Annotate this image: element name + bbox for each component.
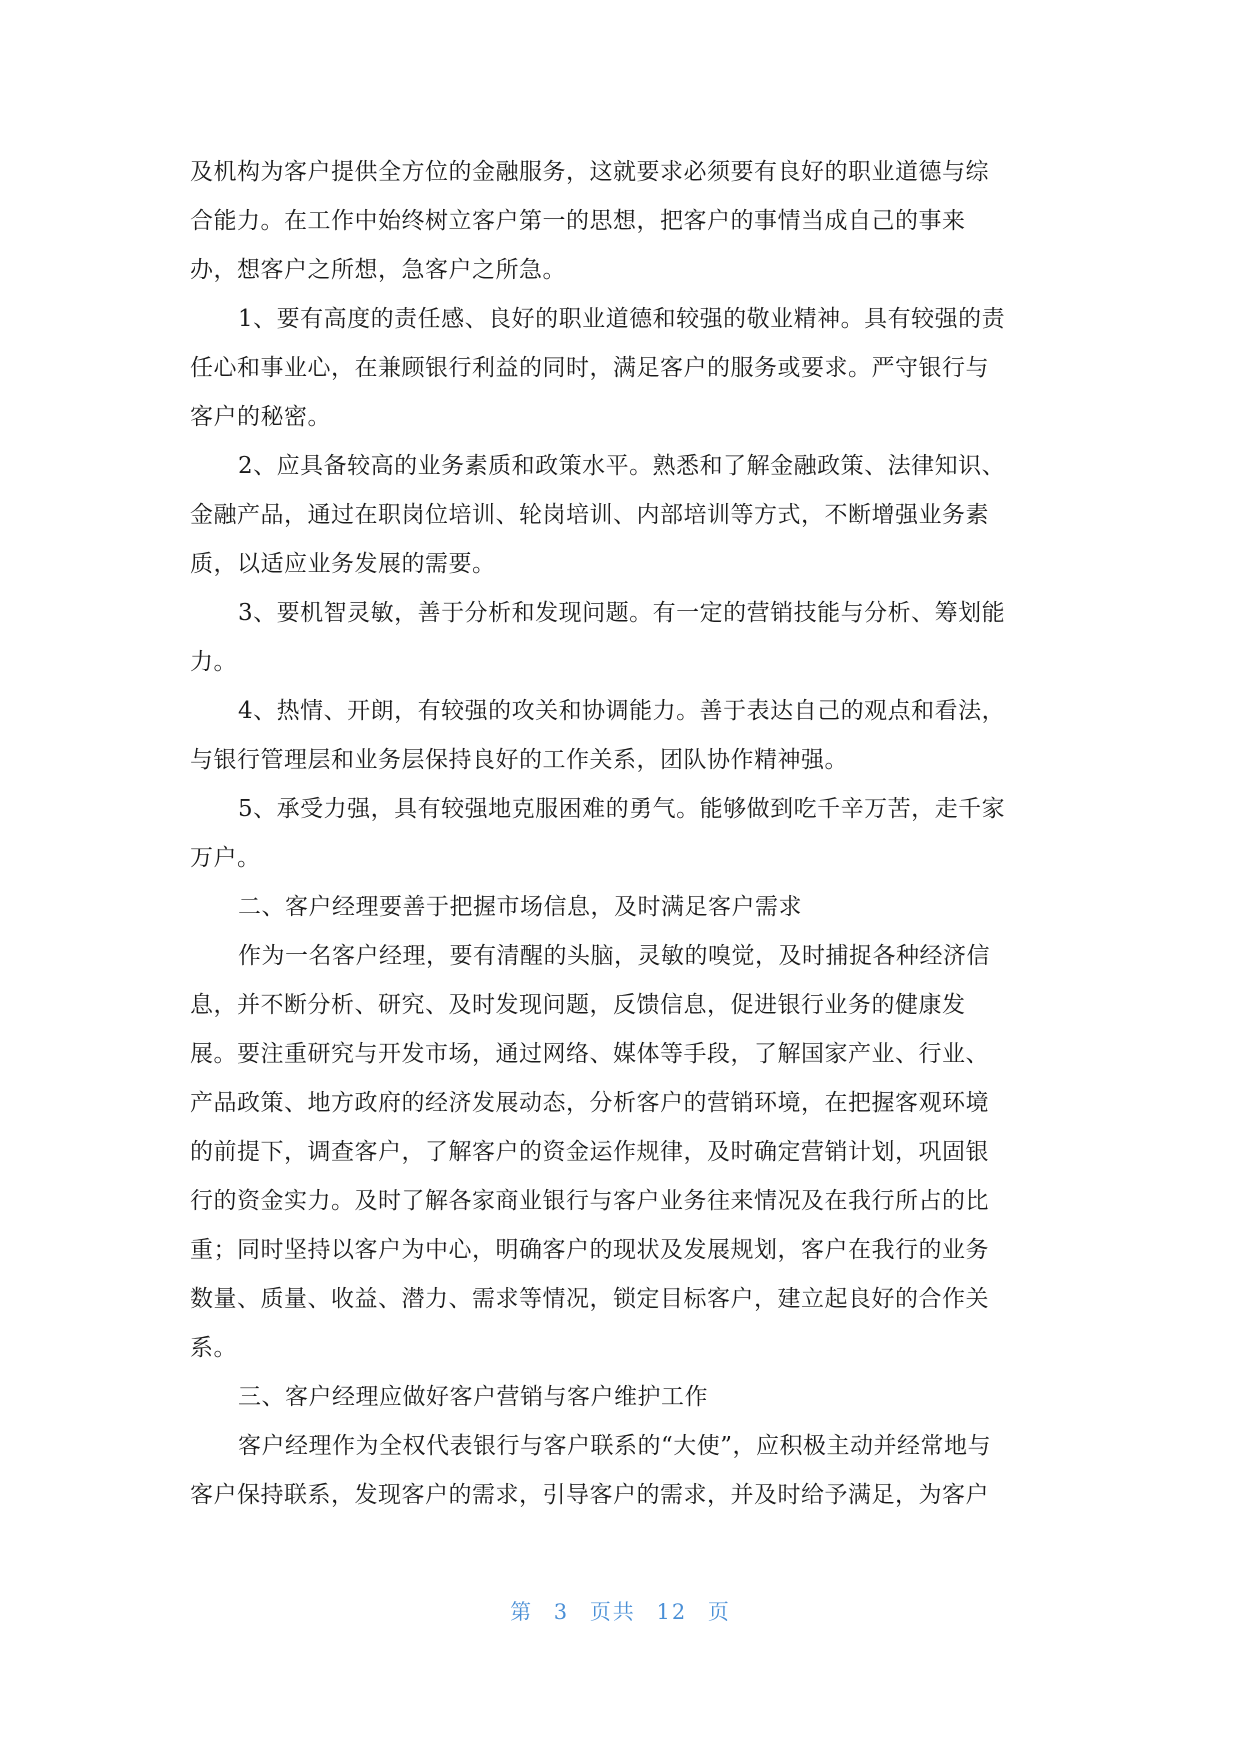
text-line: 1、要有高度的责任感、良好的职业道德和较强的敬业精神。具有较强的责 <box>238 306 1006 332</box>
current-page-number: 3 <box>553 1600 570 1624</box>
footer-middle: 页共 <box>589 1600 636 1624</box>
text-line: 4、热情、开朗，有较强的攻关和协调能力。善于表达自己的观点和看法， <box>238 698 1006 724</box>
text-line: 与银行管理层和业务层保持良好的工作关系，团队协作精神强。 <box>190 747 848 773</box>
text-line: 系。 <box>190 1335 237 1361</box>
page-footer <box>0 1596 1241 1626</box>
text-line: 任心和事业心，在兼顾银行利益的同时，满足客户的服务或要求。严守银行与 <box>190 355 989 381</box>
footer-prefix: 第 <box>510 1600 534 1624</box>
section-heading: 二、客户经理要善于把握市场信息，及时满足客户需求 <box>238 894 802 920</box>
text-line: 质，以适应业务发展的需要。 <box>190 551 496 577</box>
text-line: 息，并不断分析、研究、及时发现问题，反馈信息，促进银行业务的健康发 <box>190 992 966 1018</box>
document-body <box>190 148 1060 1520</box>
text-line: 5、承受力强，具有较强地克服困难的勇气。能够做到吃千辛万苦，走千家 <box>238 796 1006 822</box>
text-line: 重；同时坚持以客户为中心，明确客户的现状及发展规划，客户在我行的业务 <box>190 1237 989 1263</box>
text-line: 及机构为客户提供全方位的金融服务，这就要求必须要有良好的职业道德与综 <box>190 159 989 185</box>
text-line: 的前提下，调查客户，了解客户的资金运作规律，及时确定营销计划，巩固银 <box>190 1139 989 1165</box>
text-line: 客户保持联系，发现客户的需求，引导客户的需求，并及时给予满足，为客户 <box>190 1482 989 1508</box>
total-pages-number: 12 <box>656 1600 688 1624</box>
text-line: 金融产品，通过在职岗位培训、轮岗培训、内部培训等方式，不断增强业务素 <box>190 502 989 528</box>
text-line: 行的资金实力。及时了解各家商业银行与客户业务往来情况及在我行所占的比 <box>190 1188 989 1214</box>
text-line: 3、要机智灵敏，善于分析和发现问题。有一定的营销技能与分析、筹划能 <box>238 600 1006 626</box>
text-line: 万户。 <box>190 845 261 871</box>
text-line: 2、应具备较高的业务素质和政策水平。熟悉和了解金融政策、法律知识、 <box>238 453 1006 479</box>
text-line: 展。要注重研究与开发市场，通过网络、媒体等手段，了解国家产业、行业、 <box>190 1041 989 1067</box>
text-line: 办，想客户之所想，急客户之所急。 <box>190 257 566 283</box>
text-line: 合能力。在工作中始终树立客户第一的思想，把客户的事情当成自己的事来 <box>190 208 966 234</box>
footer-suffix: 页 <box>707 1600 731 1624</box>
text-line: 产品政策、地方政府的经济发展动态，分析客户的营销环境，在把握客观环境 <box>190 1090 989 1116</box>
text-line: 数量、质量、收益、潜力、需求等情况，锁定目标客户，建立起良好的合作关 <box>190 1286 989 1312</box>
text-line: 力。 <box>190 649 237 675</box>
section-heading: 三、客户经理应做好客户营销与客户维护工作 <box>238 1384 708 1410</box>
text-line: 客户经理作为全权代表银行与客户联系的“大使”，应积极主动并经常地与 <box>238 1433 992 1459</box>
text-line: 作为一名客户经理，要有清醒的头脑，灵敏的嗅觉，及时捕捉各种经济信 <box>238 943 990 969</box>
text-line: 客户的秘密。 <box>190 404 331 430</box>
